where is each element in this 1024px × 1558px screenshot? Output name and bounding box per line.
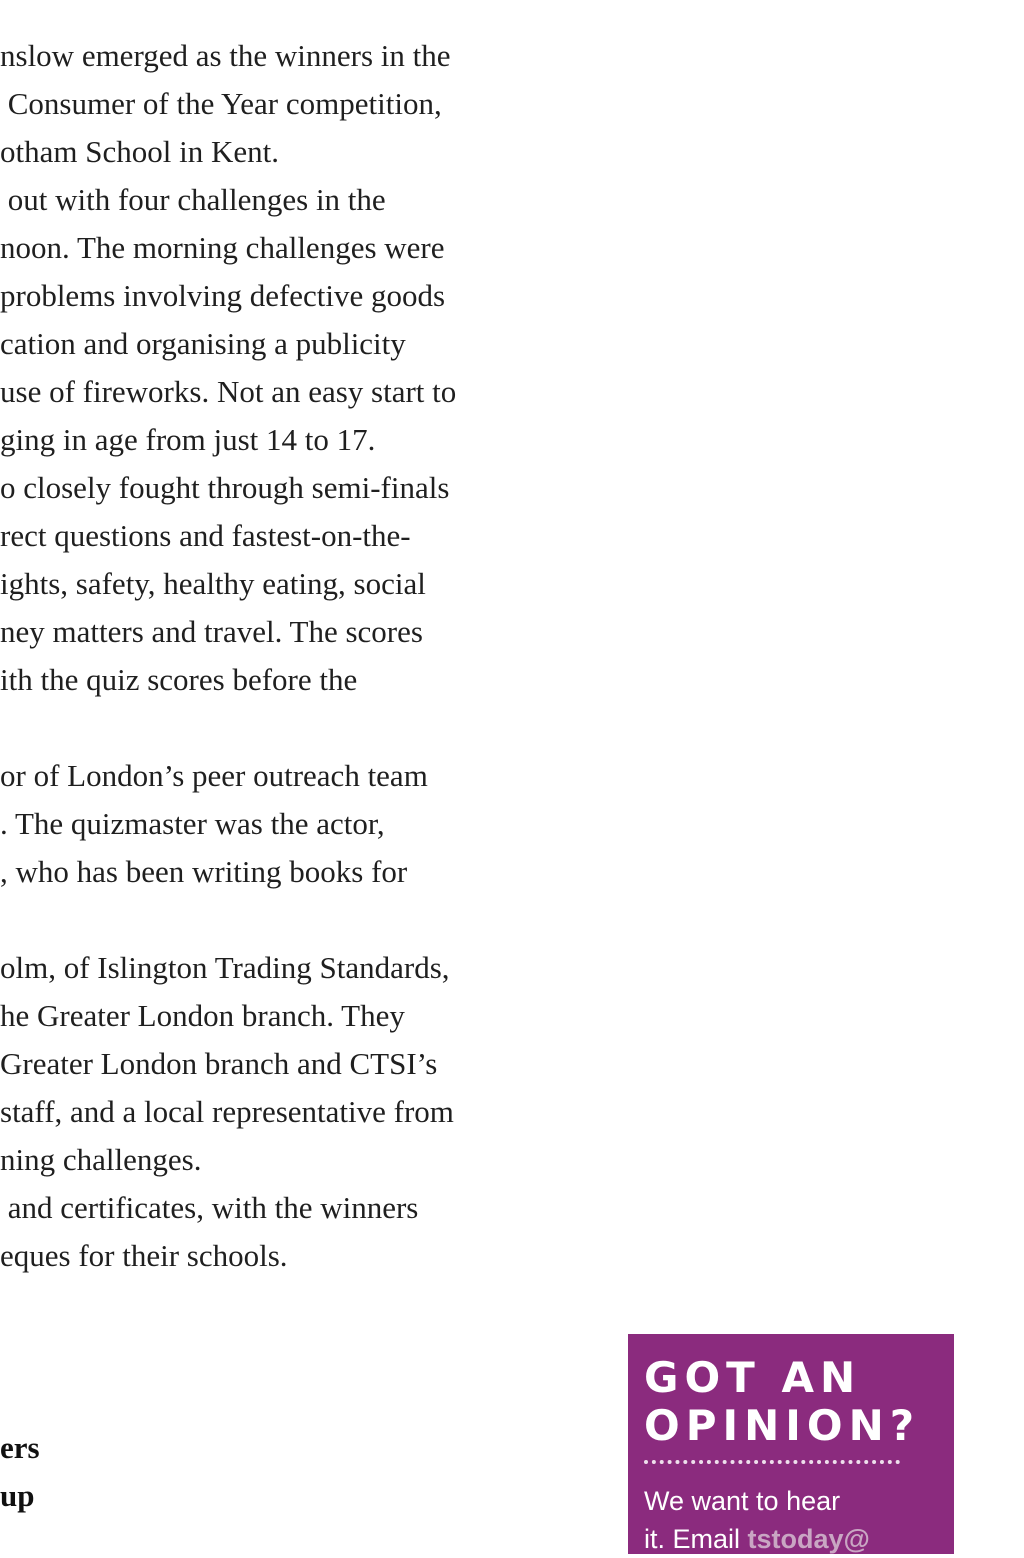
article-line: o closely fought through semi-finals	[0, 470, 450, 505]
caption-line: up	[0, 1478, 35, 1513]
caption-line: ers	[0, 1430, 40, 1465]
article-line: ney matters and travel. The scores	[0, 614, 423, 649]
article-line: ning challenges.	[0, 1142, 202, 1177]
dotted-divider	[644, 1460, 900, 1464]
email-link[interactable]: tstoday@	[747, 1524, 870, 1554]
opinion-text	[644, 1482, 938, 1558]
opinion-text-prefix: it. Email	[644, 1524, 748, 1554]
article-line: and certificates, with the winners	[0, 1190, 419, 1225]
article-line: problems involving defective goods	[0, 278, 446, 313]
article-line: ith the quiz scores before the	[0, 662, 358, 697]
article-line: noon. The morning challenges were	[0, 230, 445, 265]
article-line: use of fireworks. Not an easy start to	[0, 374, 457, 409]
article-line: eques for their schools.	[0, 1238, 288, 1273]
article-line: staff, and a local representative from	[0, 1094, 454, 1129]
article-line: rect questions and fastest-on-the-	[0, 518, 411, 553]
paragraph-gap	[0, 896, 600, 944]
opinion-text-line: We want to hear	[644, 1486, 841, 1516]
article-line: out with four challenges in the	[0, 182, 386, 217]
article-line: ights, safety, healthy eating, social	[0, 566, 426, 601]
got-an-opinion-box	[628, 1334, 954, 1554]
article-line: Greater London branch and CTSI’s	[0, 1046, 438, 1081]
paragraph-gap	[0, 704, 600, 752]
article-line: Consumer of the Year competition,	[0, 86, 442, 121]
article-line: otham School in Kent.	[0, 134, 279, 169]
article-line: ging in age from just 14 to 17.	[0, 422, 376, 457]
photo-caption	[0, 1424, 40, 1520]
opinion-title-line: OPINION?	[644, 1401, 921, 1450]
opinion-title-line: GOT AN	[644, 1353, 862, 1402]
article-line: nslow emerged as the winners in the	[0, 38, 451, 73]
article-line: or of London’s peer outreach team	[0, 758, 428, 793]
article-line: , who has been writing books for	[0, 854, 408, 889]
article-line: . The quizmaster was the actor,	[0, 806, 385, 841]
article-body	[0, 32, 600, 1280]
article-line: cation and organising a publicity	[0, 326, 406, 361]
article-line: olm, of Islington Trading Standards,	[0, 950, 450, 985]
article-line: he Greater London branch. They	[0, 998, 405, 1033]
